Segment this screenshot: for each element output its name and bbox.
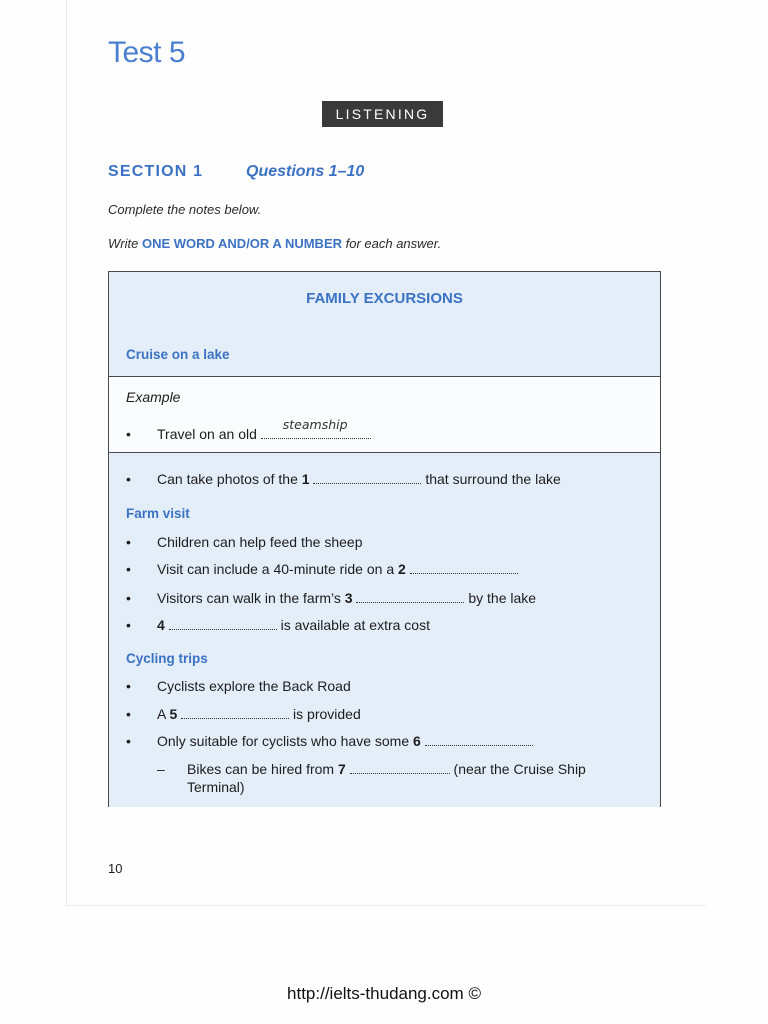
answer-blank-2[interactable] (410, 561, 518, 574)
notes-header (109, 272, 660, 376)
question-4: • 4 is available at extra cost (126, 617, 430, 633)
page-bottom-edge (66, 905, 706, 906)
page-edge-shadow (66, 0, 67, 905)
instruction-prefix: Write (108, 236, 142, 251)
question-7: – Bikes can be hired from 7 (near the Cruise Ship (157, 761, 586, 777)
instruction-suffix: for each answer. (342, 236, 442, 251)
question-1: • Can take photos of the 1 that surround the lake (126, 471, 561, 487)
cruise-heading: Cruise on a lake (126, 347, 230, 362)
farm-visit-heading: Farm visit (126, 506, 190, 521)
question-2: • Visit can include a 40-minute ride on a 2 (126, 561, 518, 577)
example-answer: steamship (261, 424, 371, 439)
questions-range: Questions 1–10 (246, 163, 365, 180)
answer-blank-1[interactable] (313, 471, 421, 484)
answer-blank-4[interactable] (169, 617, 277, 630)
answer-blank-5[interactable] (181, 706, 289, 719)
answer-blank-3[interactable] (356, 590, 464, 603)
question-6: • Only suitable for cyclists who have some 6 (126, 733, 533, 749)
question-5: • A 5 is provided (126, 706, 361, 722)
instruction-emphasis: ONE WORD AND/OR A NUMBER (141, 236, 342, 251)
section-label: SECTION 1 (108, 163, 204, 180)
answer-blank-7[interactable] (350, 761, 450, 774)
footer-url[interactable]: http://ielts-thudang.com © (287, 984, 481, 1003)
answer-blank-6[interactable] (425, 733, 533, 746)
cycling-item-1: • Cyclists explore the Back Road (126, 678, 351, 694)
cycling-trips-heading: Cycling trips (126, 651, 208, 666)
instruction-complete-notes: Complete the notes below. (108, 202, 262, 217)
question-3: • Visitors can walk in the farm’s 3 by the lake (126, 590, 537, 606)
notes-title: FAMILY EXCURSIONS (306, 290, 463, 307)
question-7-continued: Terminal) (187, 779, 245, 795)
page-number: 10 (108, 861, 123, 876)
test-title: Test 5 (108, 36, 186, 69)
listening-badge: LISTENING (322, 101, 443, 127)
notes-box (108, 271, 661, 807)
divider (109, 452, 660, 453)
instruction-word-limit (108, 236, 441, 251)
example-item: • Travel on an old steamship (126, 424, 371, 442)
example-label: Example (126, 389, 181, 405)
farm-item-1: • Children can help feed the sheep (126, 534, 363, 550)
